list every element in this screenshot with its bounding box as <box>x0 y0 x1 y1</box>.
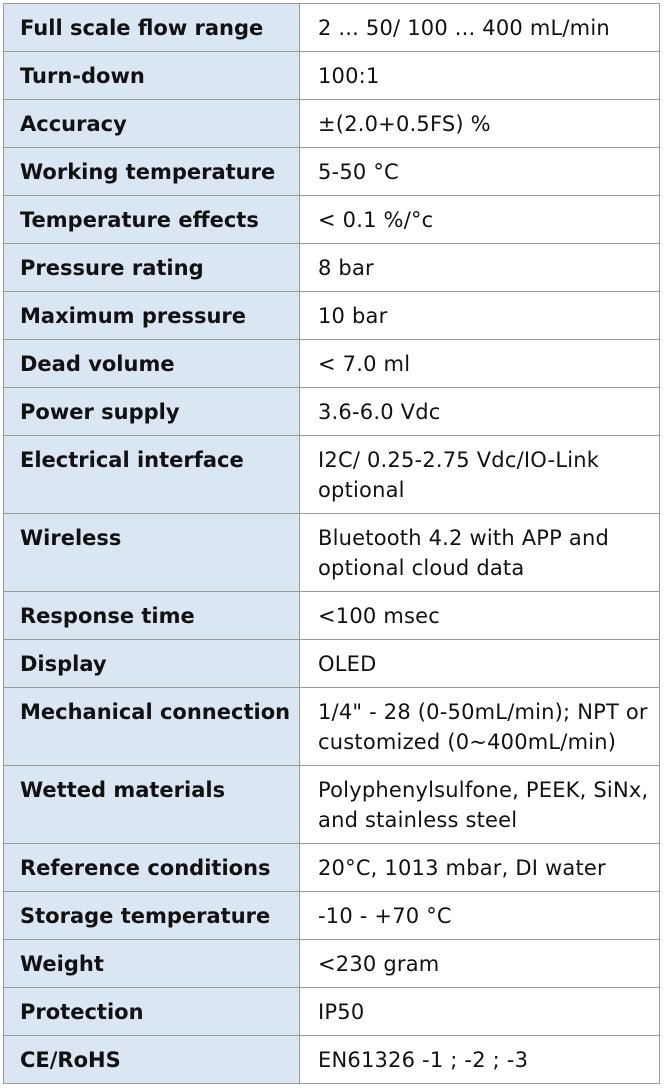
table-row <box>4 988 660 1036</box>
spec-label-text: Temperature effects <box>20 208 259 232</box>
spec-label <box>4 688 300 766</box>
spec-value-text: Bluetooth 4.2 with APP and optional cloud data <box>318 526 609 580</box>
spec-value <box>300 592 660 640</box>
spec-value <box>300 940 660 988</box>
spec-value <box>300 688 660 766</box>
spec-label <box>4 52 300 100</box>
spec-label-text: Accuracy <box>20 112 127 136</box>
spec-value-text: 20°C, 1013 mbar, DI water <box>318 856 606 880</box>
spec-label <box>4 100 300 148</box>
spec-label <box>4 940 300 988</box>
table-row <box>4 340 660 388</box>
spec-value-text: 2 ... 50/ 100 ... 400 mL/min <box>318 16 610 40</box>
spec-label <box>4 592 300 640</box>
spec-value <box>300 52 660 100</box>
spec-value <box>300 640 660 688</box>
spec-table <box>3 3 660 1084</box>
spec-label-text: Electrical interface <box>20 448 244 472</box>
spec-value <box>300 766 660 844</box>
spec-label-text: Display <box>20 652 107 676</box>
table-row <box>4 148 660 196</box>
table-row <box>4 640 660 688</box>
spec-value <box>300 892 660 940</box>
spec-label-text: Storage temperature <box>20 904 271 928</box>
spec-value <box>300 244 660 292</box>
spec-value-text: <100 msec <box>318 604 441 628</box>
spec-value <box>300 340 660 388</box>
spec-label <box>4 244 300 292</box>
spec-label-text: Full scale flow range <box>20 16 264 40</box>
spec-label-text: Wetted materials <box>20 778 226 802</box>
spec-label-text: Reference conditions <box>20 856 271 880</box>
spec-value-text: 5-50 °C <box>318 160 399 184</box>
spec-label <box>4 988 300 1036</box>
spec-label <box>4 844 300 892</box>
table-row <box>4 514 660 592</box>
spec-label <box>4 292 300 340</box>
table-row <box>4 688 660 766</box>
spec-value-text: IP50 <box>318 1000 365 1024</box>
spec-value-text: OLED <box>318 652 377 676</box>
spec-value <box>300 292 660 340</box>
spec-value <box>300 4 660 52</box>
table-row <box>4 1036 660 1084</box>
spec-label <box>4 436 300 514</box>
spec-label-text: Mechanical connection <box>20 700 291 724</box>
spec-label-text: Power supply <box>20 400 180 424</box>
spec-label <box>4 196 300 244</box>
spec-value <box>300 388 660 436</box>
spec-label-text: CE/RoHS <box>20 1048 121 1072</box>
table-row <box>4 844 660 892</box>
spec-label-text: Dead volume <box>20 352 175 376</box>
spec-label <box>4 388 300 436</box>
spec-label-text: Response time <box>20 604 195 628</box>
spec-label <box>4 514 300 592</box>
spec-label <box>4 892 300 940</box>
spec-label-text: Working temperature <box>20 160 276 184</box>
table-row <box>4 436 660 514</box>
spec-label <box>4 4 300 52</box>
spec-value-text: 100:1 <box>318 64 380 88</box>
table-row <box>4 4 660 52</box>
spec-value-text: 3.6-6.0 Vdc <box>318 400 441 424</box>
spec-value-text: Polyphenylsulfone, PEEK, SiNx, and stainless steel <box>318 778 649 832</box>
table-row <box>4 388 660 436</box>
table-row <box>4 52 660 100</box>
spec-label <box>4 1036 300 1084</box>
spec-label-text: Turn-down <box>20 64 145 88</box>
spec-value <box>300 436 660 514</box>
spec-value-text: EN61326 -1 ; -2 ; -3 <box>318 1048 529 1072</box>
spec-value-text: <230 gram <box>318 952 440 976</box>
spec-label <box>4 640 300 688</box>
spec-value <box>300 148 660 196</box>
table-row <box>4 940 660 988</box>
spec-label <box>4 148 300 196</box>
spec-value <box>300 988 660 1036</box>
spec-label-text: Protection <box>20 1000 144 1024</box>
spec-label-text: Maximum pressure <box>20 304 247 328</box>
table-row <box>4 244 660 292</box>
spec-value-text: < 0.1 %/°c <box>318 208 434 232</box>
table-row <box>4 592 660 640</box>
table-row <box>4 892 660 940</box>
table-row <box>4 100 660 148</box>
spec-label <box>4 766 300 844</box>
spec-value-text: I2C/ 0.25-2.75 Vdc/IO-Link optional <box>318 448 600 502</box>
spec-value <box>300 100 660 148</box>
spec-label-text: Pressure rating <box>20 256 204 280</box>
spec-value-text: < 7.0 ml <box>318 352 411 376</box>
spec-label <box>4 340 300 388</box>
spec-label-text: Weight <box>20 952 104 976</box>
table-row <box>4 196 660 244</box>
spec-value <box>300 1036 660 1084</box>
spec-value-text: 8 bar <box>318 256 374 280</box>
table-row <box>4 292 660 340</box>
spec-value-text: 10 bar <box>318 304 388 328</box>
table-row <box>4 766 660 844</box>
spec-value-text: 1/4" - 28 (0-50mL/min); NPT or customized (0~400mL/min) <box>318 700 648 754</box>
spec-value-text: -10 - +70 °C <box>318 904 452 928</box>
spec-value <box>300 844 660 892</box>
spec-value <box>300 514 660 592</box>
spec-value-text: ±(2.0+0.5FS) % <box>318 112 491 136</box>
spec-label-text: Wireless <box>20 526 122 550</box>
spec-value <box>300 196 660 244</box>
